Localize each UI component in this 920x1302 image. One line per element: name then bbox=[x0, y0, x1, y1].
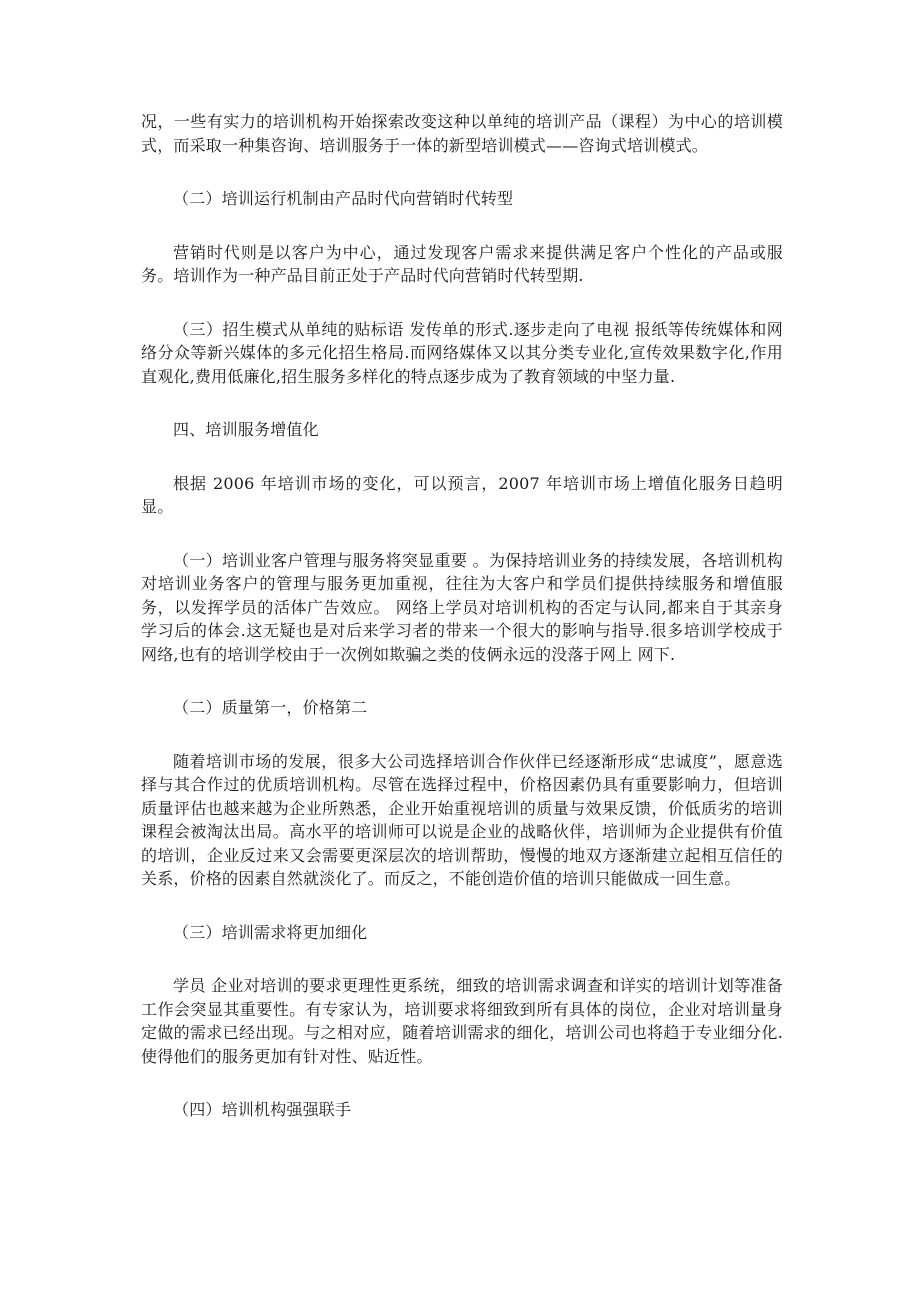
document-page bbox=[141, 110, 783, 1152]
paragraph-3: 营销时代则是以客户为中心，通过发现客户需求来提供满足客户个性化的产品或服务。培训作为一种产品目前正处于产品时代向营销时代转型期. bbox=[141, 242, 783, 285]
paragraph-6: 根据 2006 年培训市场的变化，可以预言，2007 年培训市场上增值化服务日趋明显。 bbox=[141, 473, 783, 516]
section-heading-8: （二）质量第一，价格第二 bbox=[173, 698, 368, 717]
paragraph-11: 学员 企业对培训的要求更理性更系统，细致的培训需求调查和详实的培训计划等准备工作会突显其重要性。有专家认为，培训要求将细致到所有具体的岗位，企业对培训量身定做的需求已经出现。与之相对应，随着培训需求的细化，培训公司也将趋于专业细分化.使得他们的服务更加有针对性、贴近性。 bbox=[141, 976, 783, 1066]
paragraph-7: （一）培训业客户管理与服务将突显重要 。为保持培训业务的持续发展，各培训机构对培训业务客户的管理与服务更加重视，往往为大客户和学员们提供持续服务和增值服务，以发挥学员的活体广告效应。 网络上学员对培训机构的否定与认同,都来自于其亲身学习后的体会.这无疑也是对后来学习者的带来一个很大的影响与指导.很多培训学校成于网络,也有的培训学校由于一次例如欺骗之类的伎俩永远的没落于网上 网下. bbox=[141, 550, 783, 664]
section-heading-10: （三）培训需求将更加细化 bbox=[173, 922, 368, 942]
section-heading-12: （四）培训机构强强联手 bbox=[173, 1100, 352, 1119]
paragraph-4: （三）招生模式从单纯的贴标语 发传单的形式.逐步走向了电视 报纸等传统媒体和网络分众等新兴媒体的多元化招生格局.而网络媒体又以其分类专业化,宣传效果数字化,作用直观化,费用低廉化,招生服务多样化的特点逐步成为了教育领域的中坚力量. bbox=[141, 319, 783, 386]
paragraph-1: 况，一些有实力的培训机构开始探索改变这种以单纯的培训产品（课程）为中心的培训模式，而采取一种集咨询、培训服务于一体的新型培训模式——咨询式培训模式。 bbox=[141, 112, 783, 155]
paragraph-9: 随着培训市场的发展，很多大公司选择培训合作伙伴已经逐渐形成“忠诚度”，愿意选择与其合作过的优质培训机构。尽管在选择过程中，价格因素仍具有重要影响力，但培训质量评估也越来越为企业所熟悉，企业开始重视培训的质量与效果反馈，价低质劣的培训课程会被淘汰出局。高水平的培训师可以说是企业的战略伙伴，培训师为企业提供有价值的培训，企业反过来又会需要更深层次的培训帮助，慢慢的地双方逐渐建立起相互信任的关系，价格的因素自然就淡化了。而反之，不能创造价值的培训只能做成一回生意。 bbox=[141, 751, 783, 888]
section-heading-2: （二）培训运行机制由产品时代向营销时代转型 bbox=[173, 189, 514, 208]
section-heading-5: 四、培训服务增值化 bbox=[173, 420, 319, 439]
